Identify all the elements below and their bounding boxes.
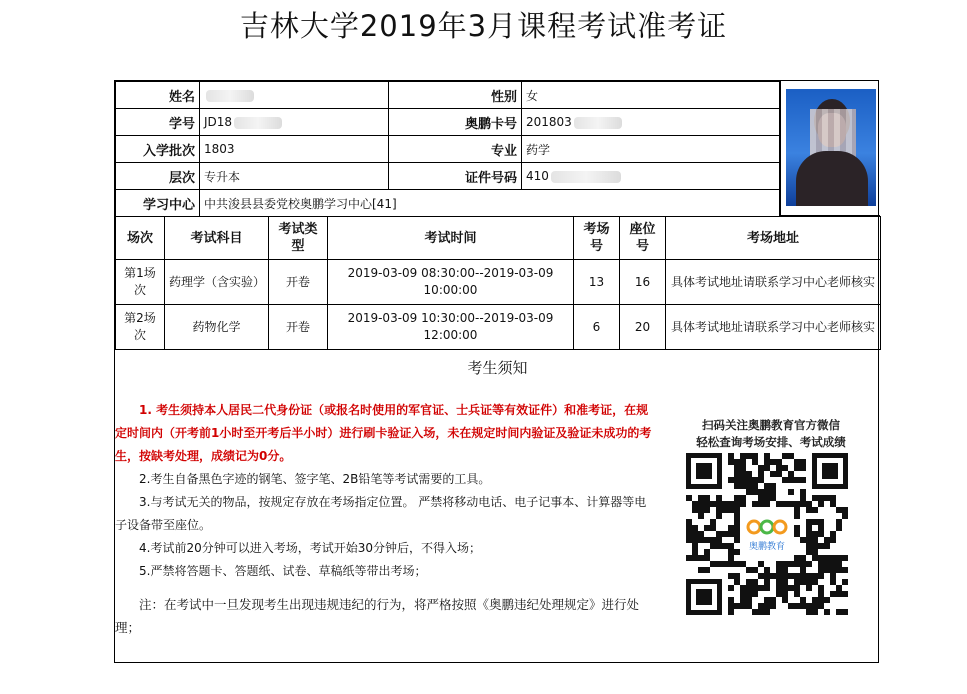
redaction-mask [206,90,254,102]
batch-value: 1803 [200,136,389,163]
card-number-value: 201803 [522,109,781,136]
student-info-table [115,81,781,217]
time-cell: 2019-03-09 10:30:00--2019-03-09 12:00:00 [328,305,574,350]
batch-label: 入学批次 [116,136,200,163]
qr-caption-line2: 轻松查询考场安排、考试成绩 [696,435,846,449]
logo-text: 奥鹏教育 [748,542,786,552]
seat-cell: 20 [620,305,666,350]
gender-label: 性别 [389,82,522,109]
name-value [200,82,389,109]
seat-cell: 16 [620,260,666,305]
redaction-mask [551,171,621,183]
session-cell: 第1场次 [116,260,165,305]
student-id-label: 学号 [116,109,200,136]
subject-cell: 药物化学 [165,305,269,350]
room-cell: 13 [574,260,620,305]
card-number-label: 奥鹏卡号 [389,109,522,136]
header-room: 考场号 [574,217,620,260]
page-title: 吉林大学2019年3月课程考试准考证 [239,9,728,43]
notice-item: 5.严禁将答题卡、答题纸、试卷、草稿纸等带出考场； [139,564,427,578]
learning-center-value: 中共浚县县委党校奥鹏学习中心[41] [200,190,781,217]
notice-footnote: 注：在考试中一旦发现考生出现违规违纪的行为，将严格按照《奥鹏违纪处理规定》进行处理； [115,597,640,635]
room-cell: 6 [574,305,620,350]
type-cell: 开卷 [269,260,328,305]
header-type: 考试类型 [269,217,328,260]
redaction-mask [574,117,622,129]
time-cell: 2019-03-09 08:30:00--2019-03-09 10:00:00 [328,260,574,305]
qr-caption [681,417,861,451]
id-number-value: 410 [522,163,781,190]
major-label: 专业 [389,136,522,163]
learning-center-label: 学习中心 [116,190,200,217]
table-row [116,260,881,305]
name-label: 姓名 [116,82,200,109]
notice-list [115,399,655,639]
notice-item: 2.考生自备黑色字迹的钢笔、签字笔、2B铅笔等考试需要的工具。 [139,472,491,486]
exam-schedule-table [115,216,881,350]
redaction-mask [234,117,282,129]
photo-cell [779,81,880,216]
address-cell: 具体考试地址请联系学习中心老师核实 [666,305,881,350]
admission-ticket [114,80,879,663]
level-value: 专升本 [200,163,389,190]
header-seat: 座位号 [620,217,666,260]
header-session: 场次 [116,217,165,260]
header-time: 考试时间 [328,217,574,260]
notice-item: 3.与考试无关的物品，按规定存放在考场指定位置。 严禁将移动电话、电子记事本、计算器等电子设备带至座位。 [115,495,647,532]
major-value: 药学 [522,136,781,163]
notice-item: 4.考试前20分钟可以进入考场，考试开始30分钟后，不得入场； [139,541,481,555]
student-photo [786,89,876,206]
notice-item: 1. 考生须持本人居民二代身份证（或报名时使用的军官证、士兵证等有效证件）和准考证，在规定时间内（开考前1小时至开考后半小时）进行刷卡验证入场，未在规定时间内验证及验证未成功的考生，按缺考处理，成绩记为0分。 [115,403,652,463]
address-cell: 具体考试地址请联系学习中心老师核实 [666,260,881,305]
subject-cell: 药理学（含实验） [165,260,269,305]
level-label: 层次 [116,163,200,190]
notice-title: 考生须知 [467,359,528,377]
qr-caption-line1: 扫码关注奥鹏教育官方微信 [702,418,840,432]
table-row [116,305,881,350]
student-id-value: JD18 [200,109,389,136]
gender-value: 女 [522,82,781,109]
qr-code-icon [686,453,848,615]
session-cell: 第2场次 [116,305,165,350]
header-subject: 考试科目 [165,217,269,260]
type-cell: 开卷 [269,305,328,350]
id-number-label: 证件号码 [389,163,522,190]
header-address: 考场地址 [666,217,881,260]
